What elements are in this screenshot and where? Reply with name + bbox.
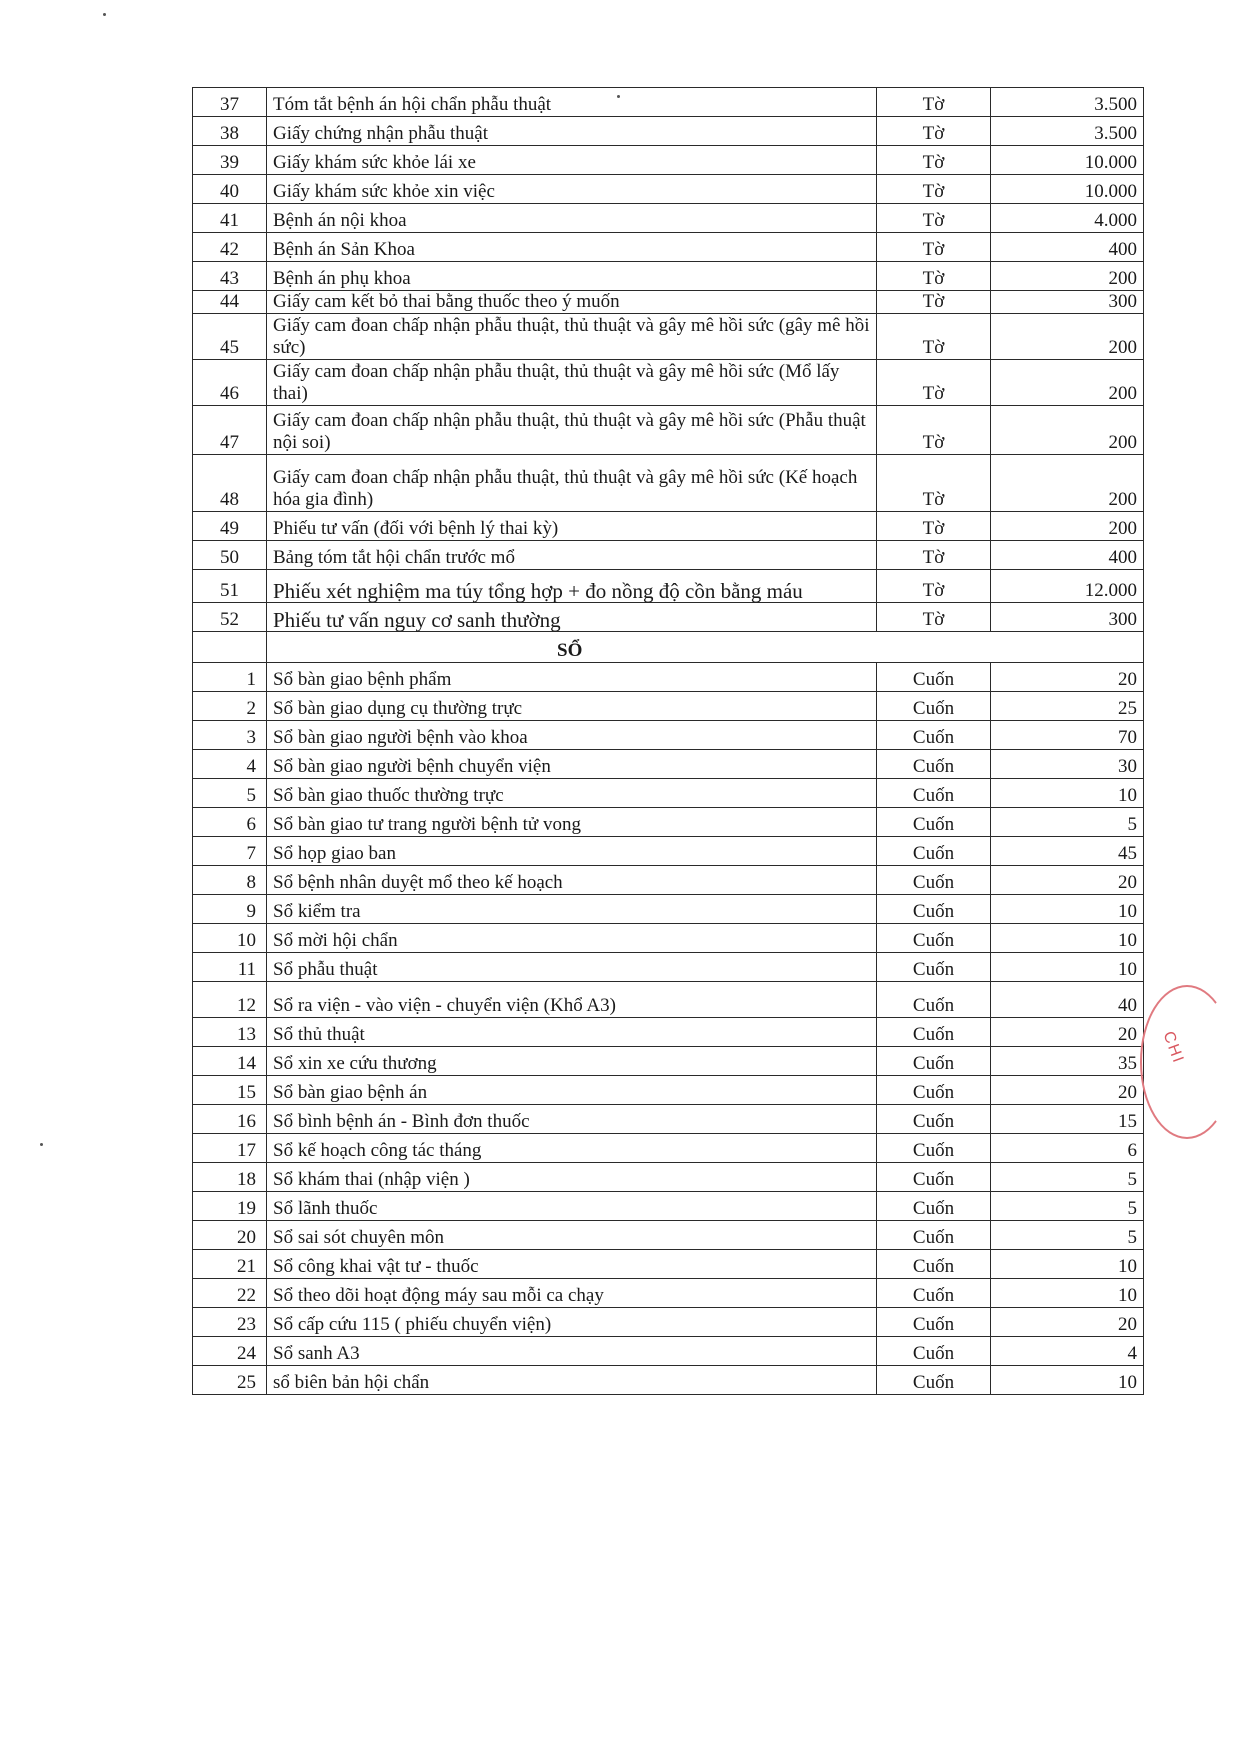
table-row <box>193 692 1144 721</box>
item-name: Sổ theo dõi hoạt động máy sau mỗi ca chạy <box>267 1279 877 1308</box>
item-quantity: 4.000 <box>991 204 1144 233</box>
table-row <box>193 1192 1144 1221</box>
item-quantity: 200 <box>991 360 1144 406</box>
row-number: 16 <box>193 1105 267 1134</box>
row-number: 41 <box>193 204 267 233</box>
item-quantity: 15 <box>991 1105 1144 1134</box>
item-unit: Tờ <box>877 360 991 406</box>
table-row <box>193 233 1144 262</box>
item-unit: Tờ <box>877 175 991 204</box>
item-name: Sổ bàn giao dụng cụ thường trực <box>267 692 877 721</box>
table-row <box>193 146 1144 175</box>
row-number: 2 <box>193 692 267 721</box>
item-name: Sổ lãnh thuốc <box>267 1192 877 1221</box>
table-row <box>193 953 1144 982</box>
item-unit: Cuốn <box>877 1192 991 1221</box>
table-row <box>193 406 1144 455</box>
row-number: 14 <box>193 1047 267 1076</box>
table-row <box>193 291 1144 314</box>
row-number: 39 <box>193 146 267 175</box>
table-row <box>193 175 1144 204</box>
row-number: 46 <box>193 360 267 406</box>
item-name: sổ biên bản hội chẩn <box>267 1366 877 1395</box>
item-unit: Cuốn <box>877 1250 991 1279</box>
item-name: Sổ bàn giao thuốc thường trực <box>267 779 877 808</box>
section-heading-row <box>193 632 1144 663</box>
item-unit: Tờ <box>877 541 991 570</box>
table-row <box>193 1134 1144 1163</box>
item-name: Phiếu xét nghiệm ma túy tổng hợp + đo nồng độ cồn bằng máu <box>267 570 877 603</box>
item-quantity: 4 <box>991 1337 1144 1366</box>
item-quantity: 20 <box>991 1076 1144 1105</box>
item-unit: Cuốn <box>877 1076 991 1105</box>
item-unit: Tờ <box>877 406 991 455</box>
item-name: Bệnh án Sản Khoa <box>267 233 877 262</box>
item-quantity: 20 <box>991 1018 1144 1047</box>
item-quantity: 35 <box>991 1047 1144 1076</box>
item-name: Phiếu tư vấn nguy cơ sanh thường <box>267 603 877 632</box>
item-unit: Tờ <box>877 88 991 117</box>
item-quantity: 400 <box>991 541 1144 570</box>
table-body <box>193 88 1144 1395</box>
item-quantity: 20 <box>991 1308 1144 1337</box>
empty-cell <box>193 632 267 663</box>
item-quantity: 5 <box>991 1221 1144 1250</box>
table-row <box>193 1018 1144 1047</box>
item-name: Sổ bàn giao bệnh án <box>267 1076 877 1105</box>
item-name: Giấy cam đoan chấp nhận phẫu thuật, thủ thuật và gây mê hồi sức (Phẫu thuật nội soi) <box>267 406 877 455</box>
row-number: 43 <box>193 262 267 291</box>
table-row <box>193 982 1144 1018</box>
row-number: 47 <box>193 406 267 455</box>
table-row <box>193 1163 1144 1192</box>
table-row <box>193 779 1144 808</box>
item-quantity: 10 <box>991 1250 1144 1279</box>
item-unit: Cuốn <box>877 1337 991 1366</box>
item-unit: Cuốn <box>877 721 991 750</box>
table-row <box>193 1105 1144 1134</box>
item-quantity: 12.000 <box>991 570 1144 603</box>
row-number: 40 <box>193 175 267 204</box>
table-row <box>193 837 1144 866</box>
item-quantity: 10 <box>991 779 1144 808</box>
item-name: Giấy chứng nhận phẫu thuật <box>267 117 877 146</box>
item-quantity: 6 <box>991 1134 1144 1163</box>
item-name: Sổ kiểm tra <box>267 895 877 924</box>
item-unit: Cuốn <box>877 1279 991 1308</box>
row-number: 18 <box>193 1163 267 1192</box>
item-name: Bệnh án phụ khoa <box>267 262 877 291</box>
red-stamp-seal <box>1140 985 1234 1139</box>
item-unit: Tờ <box>877 117 991 146</box>
item-unit: Tờ <box>877 512 991 541</box>
item-unit: Tờ <box>877 204 991 233</box>
item-unit: Tờ <box>877 262 991 291</box>
table-row <box>193 1047 1144 1076</box>
row-number: 5 <box>193 779 267 808</box>
item-unit: Tờ <box>877 233 991 262</box>
item-unit: Cuốn <box>877 1221 991 1250</box>
table-row <box>193 866 1144 895</box>
row-number: 38 <box>193 117 267 146</box>
table-row <box>193 541 1144 570</box>
item-quantity: 10 <box>991 953 1144 982</box>
item-quantity: 20 <box>991 866 1144 895</box>
row-number: 7 <box>193 837 267 866</box>
item-name: Sổ bàn giao bệnh phẩm <box>267 663 877 692</box>
item-quantity: 10 <box>991 924 1144 953</box>
row-number: 9 <box>193 895 267 924</box>
item-unit: Cuốn <box>877 1366 991 1395</box>
row-number: 17 <box>193 1134 267 1163</box>
table-row <box>193 663 1144 692</box>
item-unit: Cuốn <box>877 1308 991 1337</box>
item-name: Bảng tóm tắt hội chẩn trước mổ <box>267 541 877 570</box>
table-row <box>193 1337 1144 1366</box>
table-row <box>193 117 1144 146</box>
item-unit: Tờ <box>877 291 991 314</box>
item-name: Sổ khám thai (nhập viện ) <box>267 1163 877 1192</box>
item-name: Sổ mời hội chẩn <box>267 924 877 953</box>
item-quantity: 5 <box>991 1192 1144 1221</box>
item-unit: Cuốn <box>877 982 991 1018</box>
table-row <box>193 1250 1144 1279</box>
section-heading: SỔ <box>267 632 1144 663</box>
row-number: 11 <box>193 953 267 982</box>
item-name: Sổ sai sót chuyên môn <box>267 1221 877 1250</box>
table-row <box>193 1221 1144 1250</box>
item-unit: Cuốn <box>877 750 991 779</box>
item-quantity: 200 <box>991 314 1144 360</box>
table-row <box>193 750 1144 779</box>
item-name: Tóm tắt bệnh án hội chẩn phẫu thuật <box>267 88 877 117</box>
item-quantity: 20 <box>991 663 1144 692</box>
table-row <box>193 88 1144 117</box>
table-row <box>193 314 1144 360</box>
item-unit: Tờ <box>877 314 991 360</box>
item-quantity: 200 <box>991 455 1144 512</box>
item-quantity: 10 <box>991 895 1144 924</box>
row-number: 52 <box>193 603 267 632</box>
row-number: 8 <box>193 866 267 895</box>
row-number: 12 <box>193 982 267 1018</box>
item-name: Sổ họp giao ban <box>267 837 877 866</box>
item-name: Sổ bàn giao tư trang người bệnh tử vong <box>267 808 877 837</box>
row-number: 44 <box>193 291 267 314</box>
item-name: Bệnh án nội khoa <box>267 204 877 233</box>
supply-table <box>192 87 1144 1395</box>
item-unit: Cuốn <box>877 1047 991 1076</box>
table-row <box>193 570 1144 603</box>
item-name: Sổ xin xe cứu thương <box>267 1047 877 1076</box>
row-number: 45 <box>193 314 267 360</box>
item-unit: Cuốn <box>877 808 991 837</box>
item-unit: Tờ <box>877 570 991 603</box>
row-number: 1 <box>193 663 267 692</box>
item-quantity: 10.000 <box>991 146 1144 175</box>
item-name: Giấy cam kết bỏ thai bằng thuốc theo ý muốn <box>267 291 877 314</box>
item-name: Sổ bệnh nhân duyệt mổ theo kế hoạch <box>267 866 877 895</box>
item-quantity: 200 <box>991 406 1144 455</box>
item-name: Sổ kế hoạch công tác tháng <box>267 1134 877 1163</box>
item-quantity: 300 <box>991 291 1144 314</box>
item-quantity: 3.500 <box>991 88 1144 117</box>
table-row <box>193 455 1144 512</box>
table-row <box>193 895 1144 924</box>
stamp-text: CHI <box>1159 1029 1187 1067</box>
item-unit: Cuốn <box>877 953 991 982</box>
row-number: 48 <box>193 455 267 512</box>
item-quantity: 25 <box>991 692 1144 721</box>
row-number: 42 <box>193 233 267 262</box>
row-number: 20 <box>193 1221 267 1250</box>
item-name: Giấy khám sức khỏe lái xe <box>267 146 877 175</box>
row-number: 15 <box>193 1076 267 1105</box>
row-number: 24 <box>193 1337 267 1366</box>
item-unit: Cuốn <box>877 1018 991 1047</box>
row-number: 3 <box>193 721 267 750</box>
row-number: 23 <box>193 1308 267 1337</box>
table-row <box>193 262 1144 291</box>
table-row <box>193 721 1144 750</box>
item-quantity: 300 <box>991 603 1144 632</box>
item-unit: Cuốn <box>877 924 991 953</box>
row-number: 51 <box>193 570 267 603</box>
table-row <box>193 1076 1144 1105</box>
item-name: Sổ thủ thuật <box>267 1018 877 1047</box>
item-quantity: 30 <box>991 750 1144 779</box>
item-unit: Cuốn <box>877 779 991 808</box>
table-row <box>193 360 1144 406</box>
item-quantity: 5 <box>991 1163 1144 1192</box>
item-name: Giấy khám sức khỏe xin việc <box>267 175 877 204</box>
item-name: Phiếu tư vấn (đối với bệnh lý thai kỳ) <box>267 512 877 541</box>
scan-speck <box>617 95 620 98</box>
item-unit: Tờ <box>877 603 991 632</box>
item-quantity: 40 <box>991 982 1144 1018</box>
table-row <box>193 603 1144 632</box>
scan-speck <box>103 13 106 16</box>
item-unit: Cuốn <box>877 1105 991 1134</box>
item-quantity: 70 <box>991 721 1144 750</box>
item-name: Giấy cam đoan chấp nhận phẫu thuật, thủ thuật và gây mê hồi sức (Kế hoạch hóa gia đình) <box>267 455 877 512</box>
table-row <box>193 808 1144 837</box>
table-row <box>193 512 1144 541</box>
item-quantity: 10 <box>991 1279 1144 1308</box>
item-unit: Cuốn <box>877 663 991 692</box>
item-name: Sổ ra viện - vào viện - chuyển viện (Khổ A3) <box>267 982 877 1018</box>
item-quantity: 200 <box>991 512 1144 541</box>
item-quantity: 45 <box>991 837 1144 866</box>
item-unit: Cuốn <box>877 692 991 721</box>
item-quantity: 400 <box>991 233 1144 262</box>
row-number: 37 <box>193 88 267 117</box>
item-quantity: 3.500 <box>991 117 1144 146</box>
item-name: Sổ bình bệnh án - Bình đơn thuốc <box>267 1105 877 1134</box>
table-row <box>193 1308 1144 1337</box>
item-unit: Cuốn <box>877 837 991 866</box>
row-number: 22 <box>193 1279 267 1308</box>
row-number: 21 <box>193 1250 267 1279</box>
item-name: Sổ cấp cứu 115 ( phiếu chuyển viện) <box>267 1308 877 1337</box>
item-unit: Cuốn <box>877 895 991 924</box>
row-number: 50 <box>193 541 267 570</box>
row-number: 49 <box>193 512 267 541</box>
table-row <box>193 1279 1144 1308</box>
row-number: 10 <box>193 924 267 953</box>
item-name: Sổ bàn giao người bệnh chuyển viện <box>267 750 877 779</box>
row-number: 4 <box>193 750 267 779</box>
item-name: Giấy cam đoan chấp nhận phẫu thuật, thủ thuật và gây mê hồi sức (gây mê hồi sức) <box>267 314 877 360</box>
item-unit: Tờ <box>877 146 991 175</box>
item-quantity: 10.000 <box>991 175 1144 204</box>
item-unit: Cuốn <box>877 1163 991 1192</box>
table-row <box>193 924 1144 953</box>
item-name: Sổ bàn giao người bệnh vào khoa <box>267 721 877 750</box>
item-unit: Tờ <box>877 455 991 512</box>
item-unit: Cuốn <box>877 866 991 895</box>
item-unit: Cuốn <box>877 1134 991 1163</box>
table-row <box>193 204 1144 233</box>
item-name: Sổ phẫu thuật <box>267 953 877 982</box>
scan-speck <box>40 1143 43 1146</box>
item-name: Sổ công khai vật tư - thuốc <box>267 1250 877 1279</box>
row-number: 13 <box>193 1018 267 1047</box>
row-number: 19 <box>193 1192 267 1221</box>
item-name: Sổ sanh A3 <box>267 1337 877 1366</box>
table-row <box>193 1366 1144 1395</box>
item-name: Giấy cam đoan chấp nhận phẫu thuật, thủ thuật và gây mê hồi sức (Mổ lấy thai) <box>267 360 877 406</box>
item-quantity: 200 <box>991 262 1144 291</box>
row-number: 6 <box>193 808 267 837</box>
item-quantity: 5 <box>991 808 1144 837</box>
row-number: 25 <box>193 1366 267 1395</box>
item-quantity: 10 <box>991 1366 1144 1395</box>
